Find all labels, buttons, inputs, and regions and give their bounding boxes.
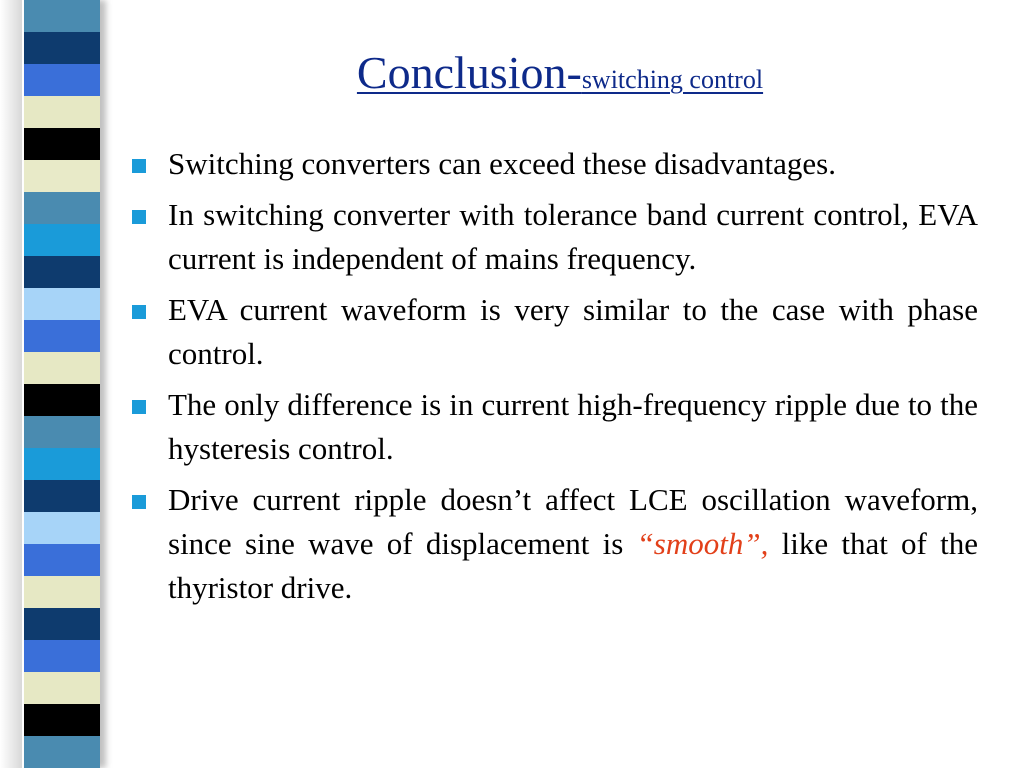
bullet-text: Switching converters can exceed these disadvantages. — [168, 146, 836, 181]
bullet-text: In switching converter with tolerance band current control, EVA current is independent of mains frequency. — [168, 197, 978, 276]
bullet-text: EVA current waveform is very similar to the case with phase control. — [168, 292, 978, 371]
bullet-item — [128, 383, 978, 471]
square-bullet-icon — [132, 305, 146, 319]
square-bullet-icon — [132, 210, 146, 224]
square-bullet-icon — [132, 159, 146, 173]
stripe-band — [24, 224, 100, 256]
stripe-band — [24, 608, 100, 640]
stripe-band — [24, 64, 100, 96]
stripe-band — [24, 32, 100, 64]
stripe-band — [24, 320, 100, 352]
slide-title — [120, 46, 1000, 99]
bullet-item — [128, 142, 978, 186]
stripe-band — [24, 512, 100, 544]
stripe-band — [24, 352, 100, 384]
bullet-text-before: Drive current ripple doesn’t affect LCE oscillation waveform, since sine wave of displacement is — [168, 482, 978, 561]
stripe-band — [24, 448, 100, 480]
decorative-stripe-bar — [24, 0, 100, 768]
title-main: Conclusion- — [356, 47, 582, 98]
bullet-item — [128, 478, 978, 610]
stripe-band — [24, 640, 100, 672]
stripe-band — [24, 96, 100, 128]
stripe-band — [24, 704, 100, 736]
bullet-item — [128, 193, 978, 281]
stripe-band — [24, 576, 100, 608]
bullet-text-after: like that of the thyristor drive. — [168, 526, 978, 605]
stripe-band — [24, 256, 100, 288]
stripe-band — [24, 736, 100, 768]
stripe-band — [24, 160, 100, 192]
stripe-band — [24, 384, 100, 416]
stripe-band — [24, 0, 100, 32]
square-bullet-icon — [132, 400, 146, 414]
bullet-list — [128, 142, 978, 617]
emphasis-text: “smooth”, — [636, 526, 769, 561]
bullet-text: The only difference is in current high-frequency ripple due to the hysteresis control. — [168, 387, 978, 466]
title-subtitle: switching control — [581, 65, 764, 94]
stripe-band — [24, 128, 100, 160]
side-shadow — [0, 0, 22, 768]
stripe-band — [24, 192, 100, 224]
stripe-band — [24, 416, 100, 448]
stripe-band — [24, 480, 100, 512]
square-bullet-icon — [132, 495, 146, 509]
stripe-band — [24, 672, 100, 704]
stripe-band — [24, 544, 100, 576]
bullet-item — [128, 288, 978, 376]
stripe-band — [24, 288, 100, 320]
